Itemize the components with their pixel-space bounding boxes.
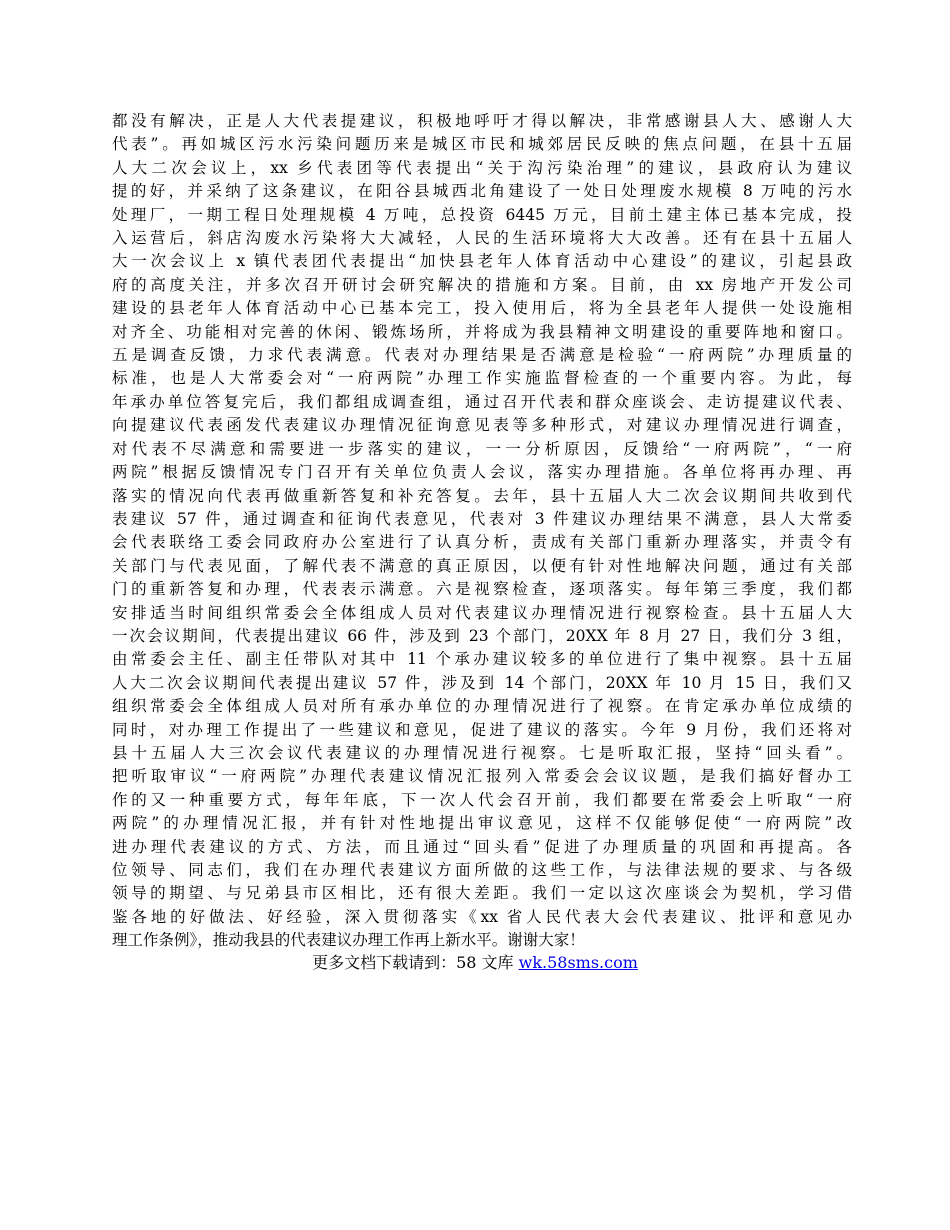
text-line: 五是调查反馈，力求代表满意。代表对办理结果是否满意是检验“一府两院”办理质量的 bbox=[112, 346, 852, 365]
text-line: 表建议 57 件，通过调查和征询代表意见，代表对 3 件建议办理结果不满意，县人大常委 bbox=[112, 509, 852, 528]
text-line: 都没有解决，正是人大代表提建议，积极地呼吁才得以解决，非常感谢县人大、感谢人大 bbox=[112, 112, 852, 130]
text-line: 把听取审议“一府两院”办理代表建议情况汇报列入常委会会议议题，是我们搞好督办工 bbox=[112, 767, 852, 786]
text-line: 落实的情况向代表再做重新答复和补充答复。去年，县十五届人大二次会议期间共收到代 bbox=[112, 486, 852, 505]
body-paragraph bbox=[112, 110, 852, 953]
text-line: 一次会议期间，代表提出建议 66 件，涉及到 23 个部门，20XX 年 8 月 27 日，我们分 3 组， bbox=[112, 626, 852, 645]
text-line: 两院”根据反馈情况专门召开有关单位负责人会议，落实办理措施。各单位将再办理、再 bbox=[112, 463, 852, 482]
text-line: 代表”。再如城区污水污染问题历来是城区市民和城郊居民反映的焦点问题，在县十五届 bbox=[112, 135, 852, 154]
text-line: 人大二次会议上，xx 乡代表团等代表提出“关于沟污染治理”的建议，县政府认为建议 bbox=[112, 158, 852, 177]
text-line: 同时，对办理工作提出了一些建议和意见，促进了建议的落实。今年 9 月份，我们还将对 bbox=[112, 720, 852, 739]
text-line: 理工作条例》，推动我县的代表建议办理工作再上新水平。谢谢大家！ bbox=[112, 931, 585, 950]
text-line: 关部门与代表见面，了解代表不满意的真正原因，以便有针对性地解决问题，通过有关部 bbox=[112, 556, 852, 575]
text-line: 对齐全、功能相对完善的休闲、锻炼场所，并将成为我县精神文明建设的重要阵地和窗口。 bbox=[112, 322, 852, 341]
text-line: 处理厂，一期工程日处理规模 4 万吨，总投资 6445 万元，目前土建主体已基本完成，投 bbox=[112, 205, 852, 224]
text-line: 两院”的办理情况汇报，并有针对性地提出审议意见，这样不仅能够促使“一府两院”改 bbox=[112, 814, 852, 833]
text-line: 县十五届人大三次会议代表建议的办理情况进行视察。七是听取汇报，坚持“回头看”。 bbox=[112, 743, 852, 762]
text-line: 年承办单位答复完后，我们都组成调查组，通过召开代表和群众座谈会、走访提建议代表、 bbox=[112, 392, 852, 411]
text-line: 大一次会议上 x 镇代表团代表提出“加快县老年人体育活动中心建设”的建议，引起县政 bbox=[112, 252, 852, 271]
text-line: 组织常委会全体组成人员对所有承办单位的办理情况进行了视察。在肯定承办单位成绩的 bbox=[112, 697, 852, 716]
text-line: 标准，也是人大常委会对“一府两院”办理工作实施监督检查的一个重要内容。为此，每 bbox=[112, 369, 852, 388]
text-line: 会代表联络工委会同政府办公室进行了认真分析，责成有关部门重新办理落实，并责令有 bbox=[112, 533, 852, 552]
text-line: 府的高度关注，并多次召开研讨会研究解决的措施和方案。目前，由 xx 房地产开发公司 bbox=[112, 275, 852, 294]
text-line: 进办理代表建议的方式、方法，而且通过“回头看”促进了办理质量的巩固和再提高。各 bbox=[112, 837, 852, 856]
text-line: 由常委会主任、副主任带队对其中 11 个承办建议较多的单位进行了集中视察。县十五届 bbox=[112, 650, 852, 669]
text-line: 人大二次会议期间代表提出建议 57 件，涉及到 14 个部门，20XX 年 10 月 15 日，我们又 bbox=[112, 673, 852, 692]
text-line: 位领导、同志们，我们在办理代表建议方面所做的这些工作，与法律法规的要求、与各级 bbox=[112, 861, 852, 879]
footer-prefix: 更多文档下载请到：58 文库 bbox=[312, 953, 519, 972]
text-line: 建设的县老年人体育活动中心已基本完工，投入使用后，将为全县老年人提供一处设施相 bbox=[112, 299, 852, 318]
text-line: 对代表不尽满意和需要进一步落实的建议，一一分析原因，反馈给“一府两院”，“一府 bbox=[112, 439, 852, 458]
text-line: 提的好，并采纳了这条建议，在阳谷县城西北角建设了一处日处理废水规模 8 万吨的污水 bbox=[112, 182, 852, 201]
text-line: 入运营后，斜店沟废水污染将大大减轻，人民的生活环境将大大改善。还有在县十五届人 bbox=[112, 229, 852, 248]
text-line: 作的又一种重要方式，每年年底，下一次人代会召开前，我们都要在常委会上听取“一府 bbox=[112, 790, 852, 809]
text-line: 安排适当时间组织常委会全体组成人员对代表建议办理情况进行视察检查。县十五届人大 bbox=[112, 603, 852, 622]
text-line: 门的重新答复和办理，代表表示满意。六是视察检查，逐项落实。每年第三季度，我们都 bbox=[112, 580, 852, 599]
text-line: 鉴各地的好做法、好经验，深入贯彻落实《xx 省人民代表大会代表建议、批评和意见办 bbox=[112, 907, 852, 926]
footer-link[interactable]: wk.58sms.com bbox=[518, 953, 638, 972]
footer bbox=[0, 950, 950, 973]
text-line: 领导的期望、与兄弟县市区相比，还有很大差距。我们一定以这次座谈会为契机，学习借 bbox=[112, 884, 852, 903]
text-line: 向提建议代表函发代表建议办理情况征询意见表等多种形式，对建议办理情况进行调查， bbox=[112, 416, 852, 435]
